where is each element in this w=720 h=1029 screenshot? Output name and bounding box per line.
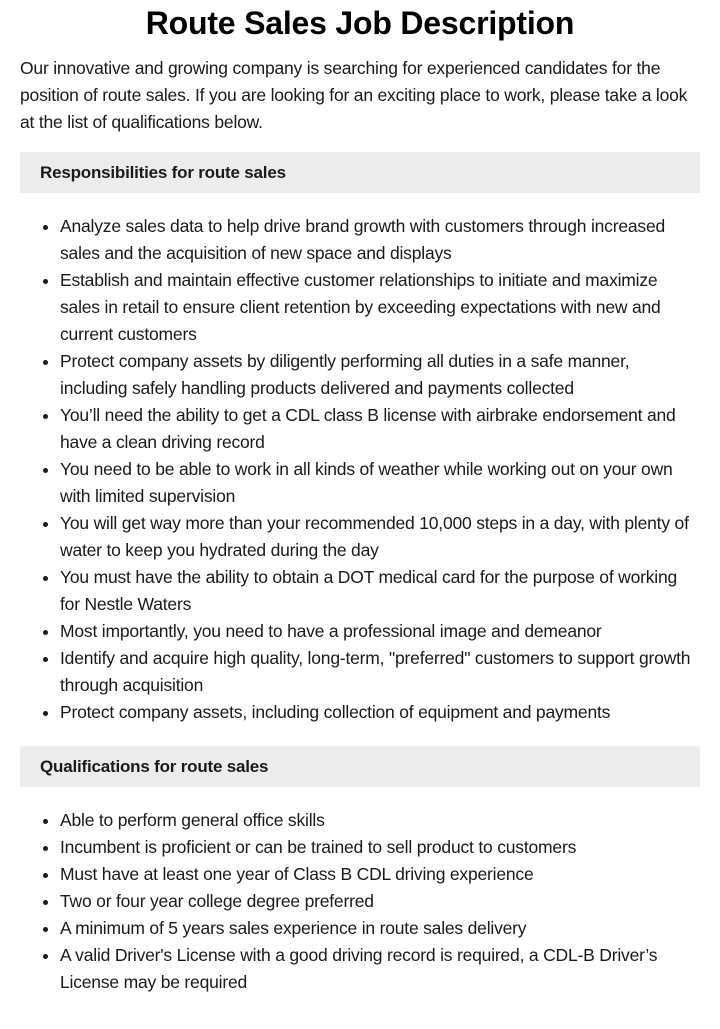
list-item: • Identify and acquire high quality, long-term, "preferred" customers to support growth through acquisition [60,645,700,699]
list-item: • Incumbent is proficient or can be trained to sell product to customers [60,834,700,861]
list-item: • A minimum of 5 years sales experience in route sales delivery [60,915,700,942]
list-item: • Analyze sales data to help drive brand growth with customers through increased sales and the acquisition of new space and displays [60,213,700,267]
list-item: • Establish and maintain effective customer relationships to initiate and maximize sales in retail to ensure client retention by exceeding expectations with new and current customers [60,267,700,348]
list-item: • Two or four year college degree preferred [60,888,700,915]
responsibilities-list [20,213,700,726]
list-item: • A valid Driver's License with a good driving record is required, a CDL-B Driver’s License may be required [60,942,700,996]
list-item: • Protect company assets, including collection of equipment and payments [60,699,700,726]
responsibilities-heading: Responsibilities for route sales [40,162,286,182]
list-item: • You’ll need the ability to get a CDL class B license with airbrake endorsement and have a clean driving record [60,402,700,456]
responsibilities-header [20,152,700,193]
list-item: • You will get way more than your recommended 10,000 steps in a day, with plenty of water to keep you hydrated during the day [60,510,700,564]
list-item: • Most importantly, you need to have a professional image and demeanor [60,618,700,645]
list-item: • You must have the ability to obtain a DOT medical card for the purpose of working for Nestle Waters [60,564,700,618]
page-title: Route Sales Job Description [145,5,575,41]
list-item: • Able to perform general office skills [60,807,700,834]
list-item: • Protect company assets by diligently performing all duties in a safe manner, including safely handling products delivered and payments collected [60,348,700,402]
intro-paragraph: Our innovative and growing company is searching for experienced candidates for the position of route sales. If you are looking for an exciting place to work, please take a look at the list of qualifications below. [20,58,688,132]
qualifications-list [20,807,700,996]
list-item: • Must have at least one year of Class B CDL driving experience [60,861,700,888]
qualifications-heading: Qualifications for route sales [40,756,269,776]
qualifications-header [20,746,700,787]
list-item: • You need to be able to work in all kinds of weather while working out on your own with limited supervision [60,456,700,510]
